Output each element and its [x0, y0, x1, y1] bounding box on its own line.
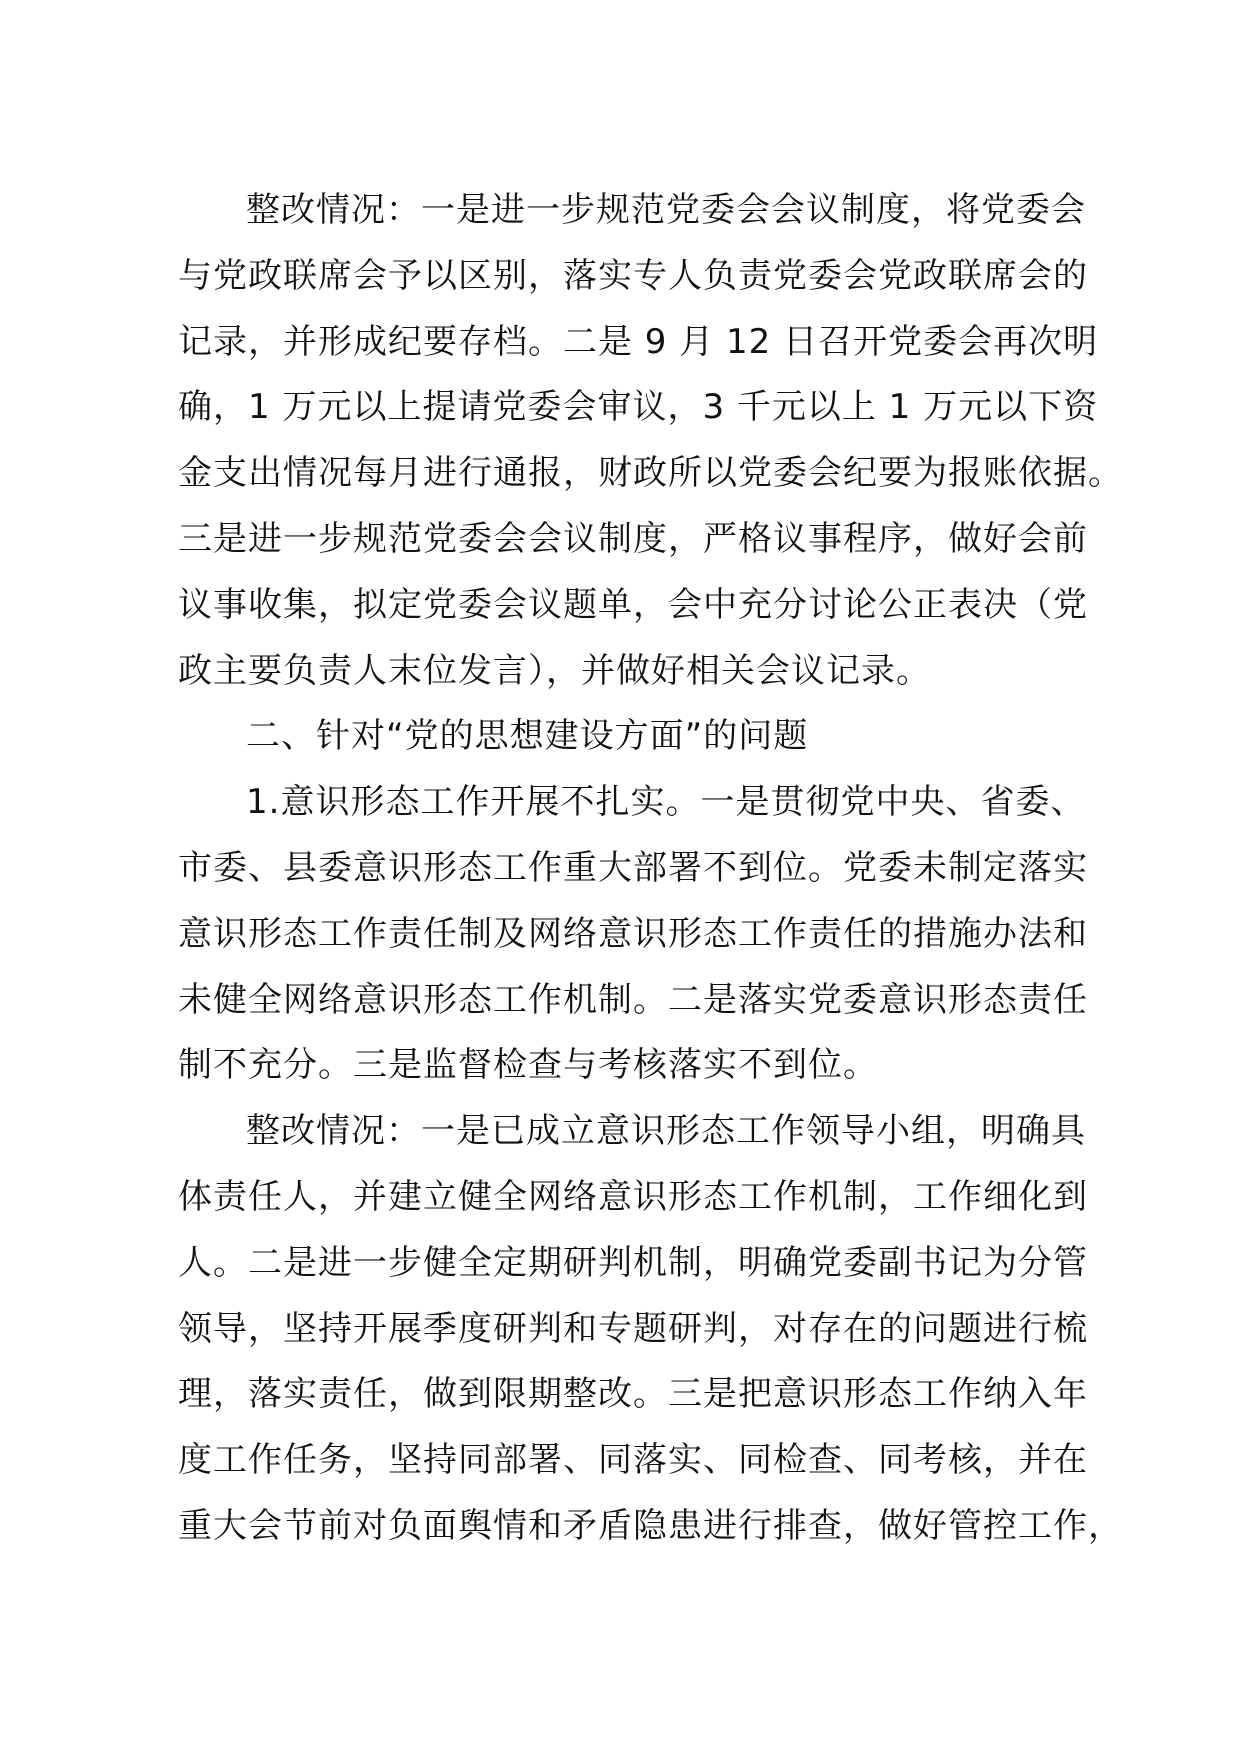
paragraph-line: 整改情况：一是进一步规范党委会会议制度，将党委会 [246, 190, 1086, 230]
paragraph-line: 确，1 万元以上提请党委会审议，3 千元以上 1 万元以下资 [178, 387, 1099, 428]
paragraph-line: 重大会节前对负面舆情和矛盾隐患进行排查，做好管控工作， [178, 1505, 1123, 1546]
paragraph-line: 度工作任务，坚持同部署、同落实、同检查、同考核，并在 [178, 1440, 1088, 1481]
paragraph-line: 政主要负责人末位发言），并做好相关会议记录。 [178, 650, 931, 691]
paragraph-line: 人。二是进一步健全定期研判机制，明确党委副书记为分管 [178, 1242, 1088, 1283]
paragraph-line: 意识形态工作责任制及网络意识形态工作责任的措施办法和 [178, 913, 1088, 954]
paragraph-line: 1.意识形态工作开展不扎实。一是贯彻党中央、省委、 [246, 782, 1086, 823]
paragraph-line: 未健全网络意识形态工作机制。二是落实党委意识形态责任 [178, 979, 1088, 1020]
paragraph-line: 整改情况：一是已成立意识形态工作领导小组，明确具 [246, 1111, 1086, 1152]
paragraph-line: 领导，坚持开展季度研判和专题研判，对存在的问题进行梳 [178, 1308, 1088, 1349]
paragraph-line: 与党政联席会予以区别，落实专人负责党委会党政联席会的 [178, 255, 1088, 296]
paragraph-line: 金支出情况每月进行通报，财政所以党委会纪要为报账依据。 [178, 453, 1123, 494]
section-heading: 二、针对“党的思想建设方面”的问题 [246, 716, 809, 757]
paragraph-line: 制不充分。三是监督检查与考核落实不到位。 [178, 1045, 878, 1086]
paragraph-line: 理，落实责任，做到限期整改。三是把意识形态工作纳入年 [178, 1374, 1088, 1415]
paragraph-line: 议事收集，拟定党委会议题单，会中充分讨论公正表决（党 [178, 584, 1088, 625]
paragraph-line: 记录，并形成纪要存档。二是 9 月 12 日召开党委会再次明 [178, 321, 1099, 362]
paragraph-line: 市委、县委意识形态工作重大部署不到位。党委未制定落实 [178, 847, 1088, 888]
paragraph-line: 三是进一步规范党委会会议制度，严格议事程序，做好会前 [178, 518, 1088, 559]
paragraph-line: 体责任人，并建立健全网络意识形态工作机制，工作细化到 [178, 1176, 1088, 1217]
document-body [178, 178, 1123, 1560]
